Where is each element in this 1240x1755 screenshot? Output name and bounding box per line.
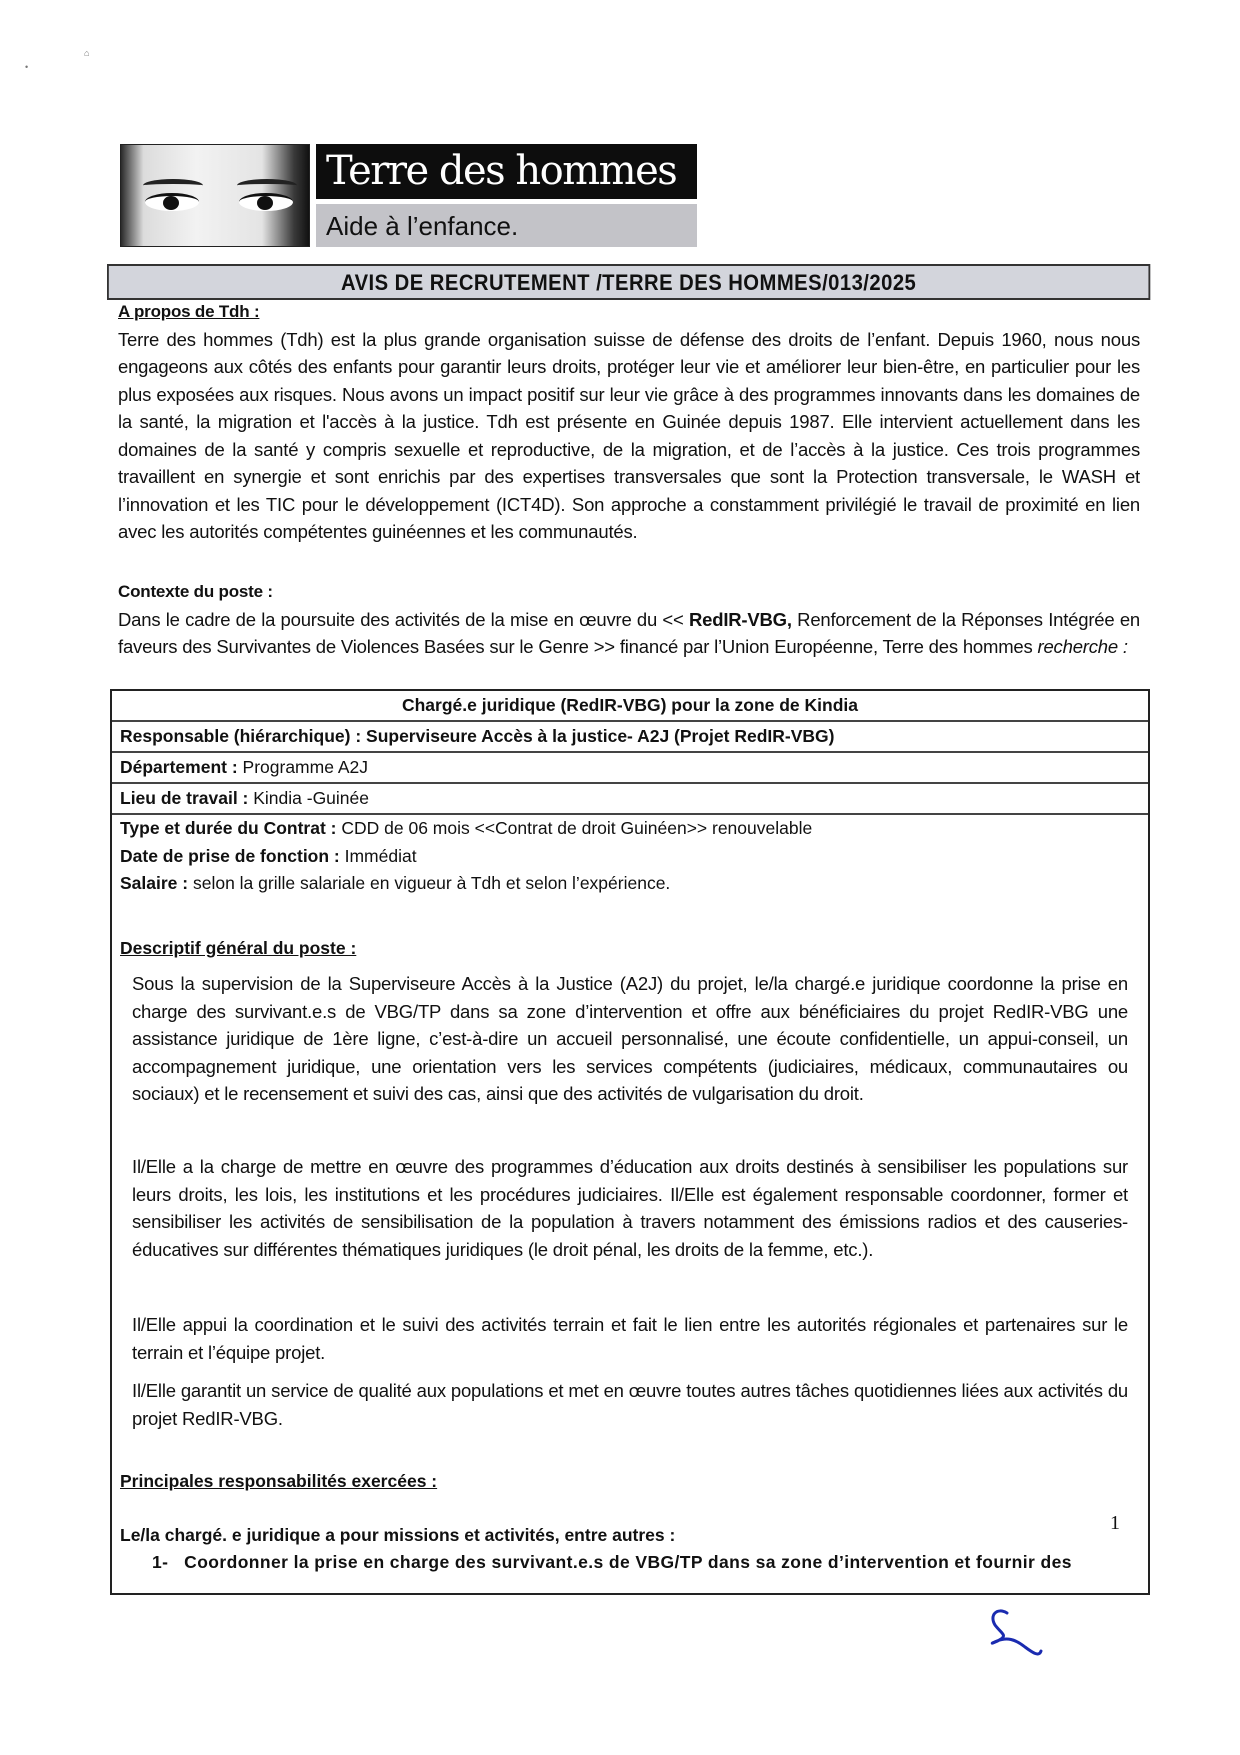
location-value: Kindia -Guinée: [248, 788, 370, 808]
project-name: RedIR-VBG,: [688, 608, 792, 630]
location-row: [112, 784, 1148, 815]
contract-label: Type et durée du Contrat :: [120, 818, 337, 838]
context-body: [118, 606, 1140, 661]
responsibilities-heading: Principales responsabilités exercées :: [120, 1471, 438, 1491]
logo-tagline: Aide à l’enfance.: [316, 204, 697, 247]
job-title: Chargé.e juridique (RedIR-VBG) pour la zone de Kindia: [401, 695, 858, 715]
about-heading: A propos de Tdh :: [118, 302, 260, 321]
salary-value: selon la grille salariale en vigueur à Tdh et selon l’expérience.: [188, 873, 671, 893]
recruitment-banner: [107, 264, 1150, 300]
eyebrow-right: [237, 179, 297, 192]
description-paragraph: Il/Elle appui la coordination et le suivi des activités terrain et fait le lien entre les autorités régionales et partenaires sur le terrain et l’équipe projet.: [132, 1314, 1128, 1363]
responsibility-item: [152, 1552, 1140, 1573]
salary-line: [120, 870, 1140, 898]
description-heading: Descriptif général du poste :: [120, 938, 357, 958]
about-section: [118, 298, 1140, 546]
responsable-row: [112, 722, 1148, 753]
item-text: Coordonner la prise en charge des survivant.e.s de VBG/TP dans sa zone d’intervention et fournir des: [184, 1552, 1072, 1572]
context-text: Dans le cadre de la poursuite des activités de la mise en œuvre du <<: [118, 608, 689, 630]
department-label: Département :: [120, 757, 238, 777]
description-paragraph: Sous la supervision de la Superviseure Accès à la Justice (A2J) du projet, le/la chargé.e juridique coordonne la prise en charge des survivant.e.s de VBG/TP dans sa zone d’intervention et offre aux bénéficiaires du projet RedIR-VBG une assistance juridique de 1ère ligne, c’est-à-dire un accueil personnalisé, une écoute confidentielle, un appui-conseil, un accompagnement juridique, une orientation vers les services compétents (judiciaires, médicaux, communautaires ou sociaux) et le recensement et suivi des cas, ainsi que des activités de vulgarisation du droit.: [132, 973, 1128, 1104]
handwritten-signature-icon: [985, 1605, 1055, 1665]
context-recherche: recherche :: [1037, 636, 1128, 657]
responsable: Responsable (hiérarchique) : Superviseure Accès à la justice- A2J (Projet RedIR-VBG): [120, 726, 835, 746]
logo-org-name: Terre des hommes: [316, 144, 697, 199]
contract-value: CDD de 06 mois <<Contrat de droit Guinéen>> renouvelable: [336, 818, 813, 838]
tdh-logo: [120, 144, 697, 247]
description-paragraph: Il/Elle a la charge de mettre en œuvre des programmes d’éducation aux droits destinés à sensibiliser les populations sur leurs droits, les lois, les institutions et les procédures judiciaires. Il/Elle est également responsable coordonner, former et sensibiliser les activités de sensibilisation de la population à travers notamment des émissions radios et des causeries-éducatives sur différentes thématiques juridiques (le droit pénal, les droits de la femme, etc.).: [132, 1156, 1128, 1260]
context-heading: Contexte du poste :: [118, 582, 273, 601]
context-section: [118, 578, 1140, 661]
eye-right: [239, 193, 293, 211]
location-label: Lieu de travail :: [120, 788, 249, 808]
logo-eyes-photo: [120, 144, 310, 247]
start-label: Date de prise de fonction :: [120, 845, 340, 866]
contract-details: [120, 815, 1140, 898]
about-body: Terre des hommes (Tdh) est la plus grande organisation suisse de défense des droits de l’enfant. Depuis 1960, nous nous engageons aux côtés des enfants pour garantir leurs droits, protéger leur vie et améliorer leur bien-être, en particulier pour les plus exposées aux risques. Nous avons un impact positif sur leur vie grâce à des programmes innovants dans les domaines de la santé, la migration et l'accès à la justice. Tdh est présente en Guinée depuis 1987. Elle intervient actuellement dans les domaines de la santé y compris sexuelle et reproductive, de la migration, et de l’accès à la justice. Ces trois programmes travaillent en synergie et sont enrichis par des expertises transversales que sont la Protection transversale, le WASH et l’innovation et les TIC pour le développement (ICT4D). Son approche a constamment privilégié le travail de proximité en lien avec les autorités compétentes guinéennes et les communautés.: [118, 328, 1140, 542]
context-text: Renforcement de la Réponses Intégrée en faveurs des Survivantes de Violences Basées sur le Genre >> financé par l’Union Européenne, Terre des hommes: [118, 608, 1140, 657]
scan-artifact: ⌂: [84, 48, 90, 58]
eyebrow-left: [143, 179, 203, 192]
eye-left: [145, 193, 199, 211]
job-title-row: [112, 691, 1148, 722]
department-value: Programme A2J: [237, 757, 368, 777]
responsibilities-intro: Le/la chargé. e juridique a pour missions et activités, entre autres :: [120, 1525, 676, 1545]
item-number: 1-: [152, 1552, 169, 1572]
description-paragraph: Il/Elle garantit un service de qualité aux populations et met en œuvre toutes autres tâches quotidiennes liées aux activités du projet RedIR-VBG.: [132, 1380, 1128, 1429]
department-row: [112, 753, 1148, 784]
start-line: [120, 843, 1140, 871]
salary-label: Salaire :: [120, 873, 189, 893]
contract-line: [120, 815, 1140, 843]
banner-title: AVIS DE RECRUTEMENT /TERRE DES HOMMES/013/2025: [340, 270, 917, 295]
job-details-table: [110, 689, 1150, 1595]
page-number: 1: [1110, 1512, 1120, 1534]
start-value: Immédiat: [339, 845, 417, 866]
scan-artifact: •: [25, 62, 29, 72]
